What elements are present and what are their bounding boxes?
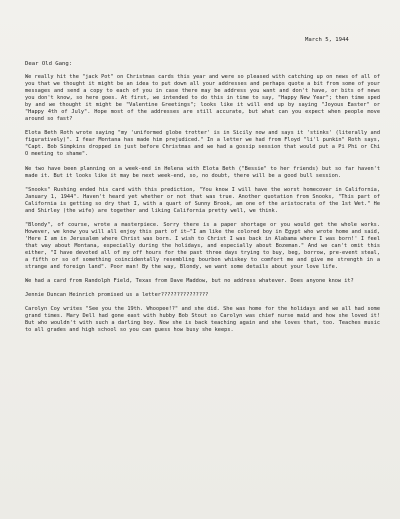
letter-body bbox=[25, 74, 380, 341]
paragraph: Jennie Duncan Heinrich promised us a letter??????????????? bbox=[25, 292, 209, 299]
paragraph: "Snooks" Rushing ended his card with this prediction, "You know I will have the worst homecover in California, January 1, 1944". Haven't heard yet whether or not that was true. Another quotation from Snooks, "This part of California is getting so dry that I, with a quart of Sunny Brook, am one of the aristocrats of the 1st Wet." He and Shirley (the wife) are together and liking California pretty well, we think. bbox=[25, 186, 380, 214]
paragraph: We really hit the "jack Pot" on Christmas cards this year and were so pleased with catching up on news of all of you that we thought it might be an idea to put down all your addresses and perhaps quote a bit from some of your messages and send a copy to each of you in case there may be address you want and don't have, or bits of news you don't know, so here goes. At first, we intended to do this in time to say, "Happy New Year"; then time sped by and we thought it might be "Valentine Greetings"; looks like it will end up by saying "Joyous Easter" or "Happy 4th of July". Hope most of the addresses are still accurate, but what can you expect when people move around so fast? bbox=[25, 74, 380, 123]
paragraph: Carolyn Coy writes "See you the 19th. Whoopee!?" and she did. She was home for the holidays and we all had some grand times. Mary Dell had gone east with hubby Bob Stout so Carolyn was chief nurse maid and how she loved it! But who wouldn't with such a darling boy. Now she is back teaching again and she loves that, too. Teaches music to all grades and high school so you can guess how busy she keeps. bbox=[25, 306, 380, 334]
paragraph: "Blondy", of course, wrote a masterpiece. Sorry there is a paper shortage or you would get the whole works. However, we know you will all enjoy this part of it—"I am like the colored boy in Egypt who wrote home and said, 'Here I am in Jerusalem where Christ was born. I wish to Christ I was back in Alabama where I was born!' I feel that way about Montana, especially during the holidays, and especially about Bozeman." And we can't omit this either, "I have devoted all of my off hours for the past three days trying to buy, beg, borrow, pre-event steal, a fifth or so of something coincidentally resembling bourbon whiskey to comfort me and give me strength in a strange and foreign land". Poor man! By the way, Blondy, we want some details about your love life. bbox=[25, 221, 380, 271]
paragraph: Elota Beth Roth wrote saying "my 'uniformed globe trotter' is in Sicily now and says it 'stinks' (literally and figuratively)". I fear Montana has made him prejudiced." In a letter we had from Floyd "li'l punkin" Roth says, "Capt. Bob Simpkins dropped in just before Christmas and we had a gossip session that would put a Pi Phi or Chi O meeting to shame". bbox=[25, 130, 380, 158]
paragraph: We two have been planning on a week-end in Helena with Elota Beth ("Bessie" to her friends) but so far haven't made it. But it looks like it may be next week-end, so, no doubt, there will be a good bull session. bbox=[25, 165, 380, 179]
letter-salutation: Dear Old Gang: bbox=[25, 61, 73, 67]
paragraph: We had a card from Randolph Field, Texas from Dave Maddow, but no address whatever. Does anyone know it? bbox=[25, 278, 354, 285]
letter-date: March 5, 1944 bbox=[305, 37, 349, 43]
